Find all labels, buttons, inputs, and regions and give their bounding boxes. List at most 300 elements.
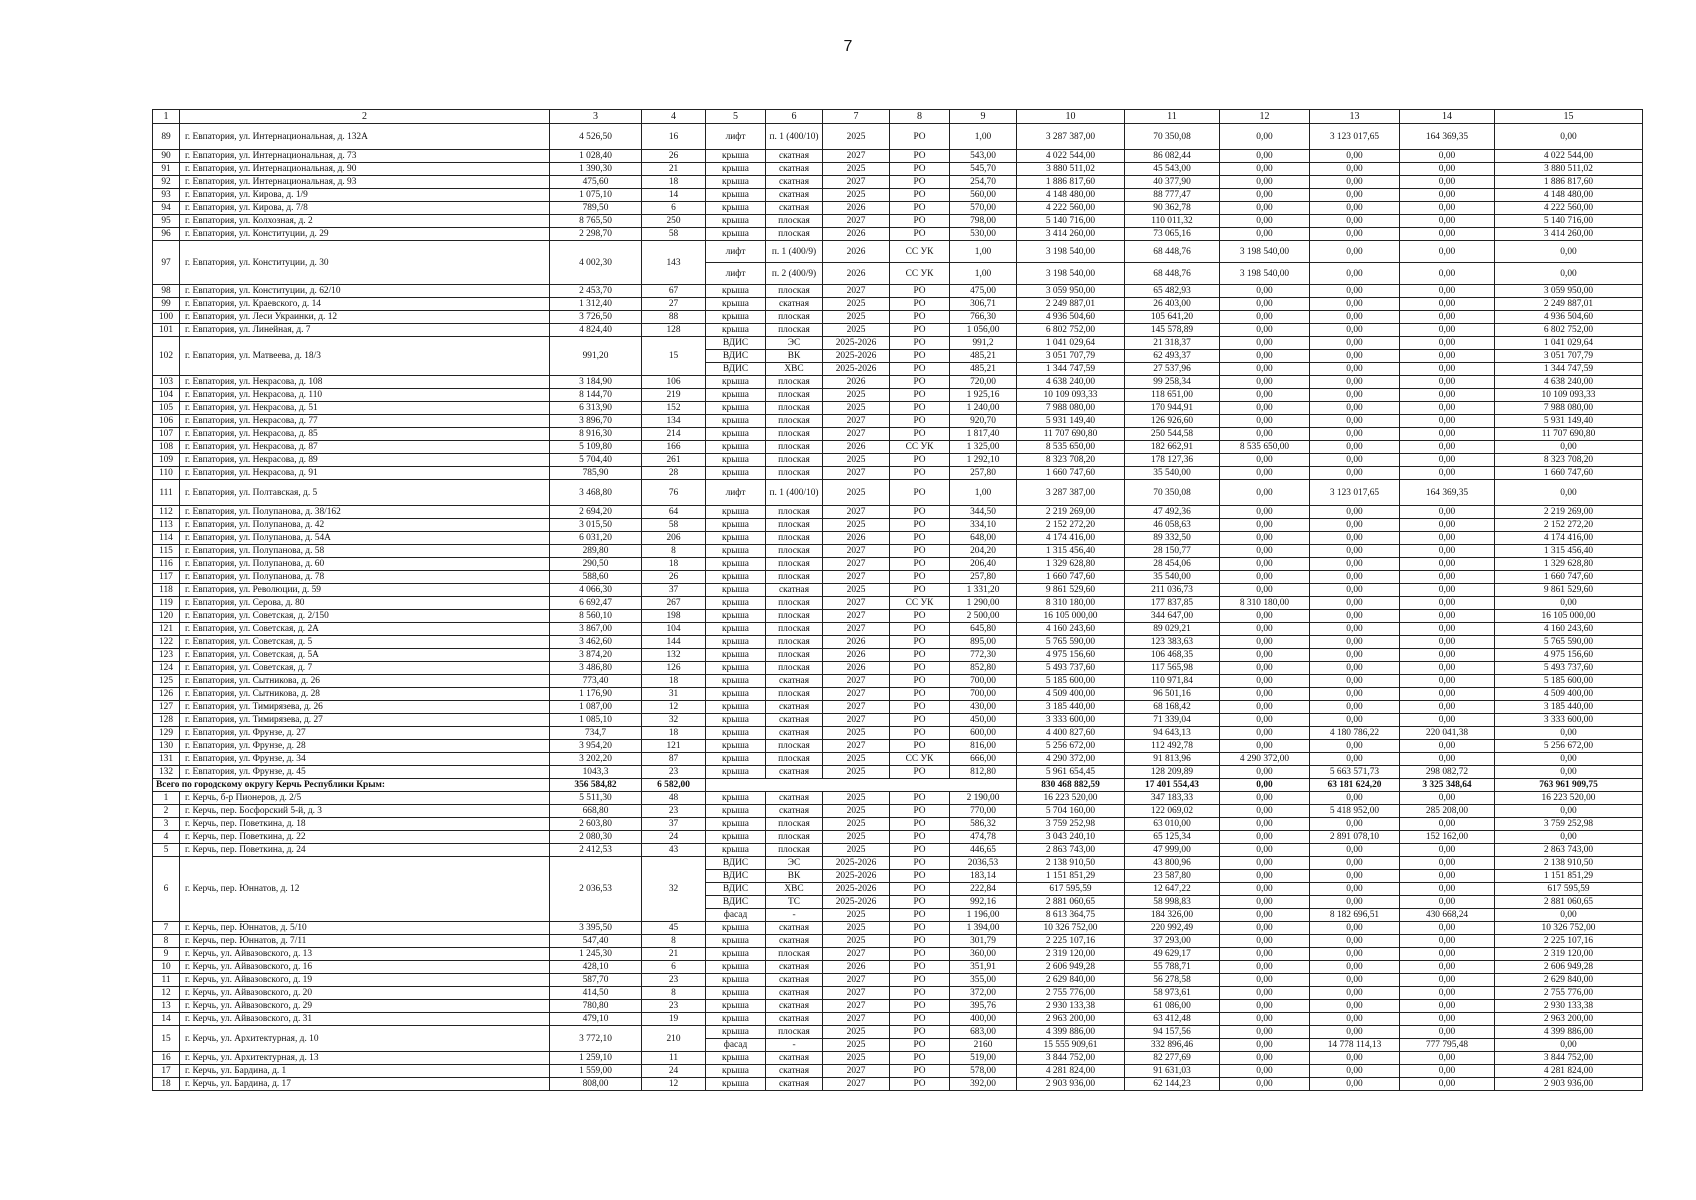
method-cell: РО	[890, 727, 950, 740]
fund-source-cell: 0,00	[1220, 519, 1310, 532]
area-cell: 289,80	[550, 545, 642, 558]
table-row	[153, 974, 1643, 987]
year-cell: 2025-2026	[823, 363, 890, 376]
work-type-cell: крыша	[706, 844, 766, 857]
total-cost-cell: 3 844 752,00	[1017, 1052, 1125, 1065]
address-cell: г. Керчь, ул. Айвазовского, д. 20	[180, 987, 550, 1000]
total-cost-cell: 3 043 240,10	[1017, 831, 1125, 844]
fund-source-cell: 0,00	[1220, 714, 1310, 727]
volume-cell: 766,30	[950, 311, 1017, 324]
local-budget-cell: 0,00	[1400, 857, 1495, 870]
row-number-cell: 105	[153, 402, 180, 415]
work-detail-cell: плоская	[766, 623, 823, 636]
residents-cell: 23	[642, 1000, 706, 1013]
fund-cell: 0,00	[1310, 506, 1400, 519]
total-cost-cell: 1 151 851,29	[1017, 870, 1125, 883]
work-type-cell: крыша	[706, 1026, 766, 1039]
column-header: 9	[950, 110, 1017, 124]
year-cell: 2026	[823, 202, 890, 215]
total-cost-cell: 5 256 672,00	[1017, 740, 1125, 753]
fund-source-cell: 0,00	[1220, 636, 1310, 649]
work-type-cell: крыша	[706, 215, 766, 228]
area-cell: 3 772,10	[550, 1026, 642, 1052]
regional-cell: 4 022 544,00	[1495, 150, 1643, 163]
row-number-cell: 109	[153, 454, 180, 467]
method-cell: РО	[890, 766, 950, 779]
year-cell: 2025	[823, 189, 890, 202]
address-cell: г. Евпатория, ул. Линейная, д. 7	[180, 324, 550, 337]
regional-cell: 3 414 260,00	[1495, 228, 1643, 241]
total-cost-cell: 617 595,59	[1017, 883, 1125, 896]
work-detail-cell: скатная	[766, 675, 823, 688]
row-number-cell: 93	[153, 189, 180, 202]
work-detail-cell: ХВС	[766, 883, 823, 896]
work-type-cell: крыша	[706, 727, 766, 740]
table-row	[153, 610, 1643, 623]
work-detail-cell: плоская	[766, 948, 823, 961]
method-cell: РО	[890, 909, 950, 922]
area-cell: 3 867,00	[550, 623, 642, 636]
fund-cell: 0,00	[1310, 389, 1400, 402]
volume-cell: 485,21	[950, 363, 1017, 376]
row-number-cell: 92	[153, 176, 180, 189]
year-cell: 2027	[823, 558, 890, 571]
row-number-cell: 121	[153, 623, 180, 636]
row-number-cell: 7	[153, 922, 180, 935]
residents-cell: 15	[642, 337, 706, 376]
total-cost-cell: 4 281 824,00	[1017, 1065, 1125, 1078]
method-cell: СС УК	[890, 753, 950, 766]
fund-source-cell: 0,00	[1220, 163, 1310, 176]
work-type-cell: крыша	[706, 1000, 766, 1013]
capital-repair-table	[152, 109, 1643, 1091]
table-row	[153, 202, 1643, 215]
year-cell: 2027	[823, 610, 890, 623]
local-budget-cell: 0,00	[1400, 714, 1495, 727]
work-detail-cell: плоская	[766, 506, 823, 519]
local-budget-cell: 0,00	[1400, 623, 1495, 636]
residents-cell: 12	[642, 701, 706, 714]
fund-cell: 0,00	[1310, 753, 1400, 766]
regional-cell: 3 880 511,02	[1495, 163, 1643, 176]
method-cell: РО	[890, 506, 950, 519]
regional-cell: 5 493 737,60	[1495, 662, 1643, 675]
fund-cell: 0,00	[1310, 922, 1400, 935]
address-cell: г. Керчь, ул. Бардина, д. 17	[180, 1078, 550, 1091]
residents-cell: 12	[642, 1078, 706, 1091]
address-cell: г. Евпатория, ул. Некрасова, д. 77	[180, 415, 550, 428]
column-header: 13	[1310, 110, 1400, 124]
work-type-cell: крыша	[706, 176, 766, 189]
volume-cell: 1 292,10	[950, 454, 1017, 467]
residents-cell: 19	[642, 1013, 706, 1026]
local-budget-cell: 0,00	[1400, 415, 1495, 428]
address-cell: г. Керчь, ул. Айвазовского, д. 31	[180, 1013, 550, 1026]
row-number-cell: 123	[153, 649, 180, 662]
area-cell: 1 176,90	[550, 688, 642, 701]
total-cost-cell: 4 399 886,00	[1017, 1026, 1125, 1039]
volume-cell: 1 290,00	[950, 597, 1017, 610]
regional-cell: 2 225 107,16	[1495, 935, 1643, 948]
fund-cell: 0,00	[1310, 597, 1400, 610]
work-detail-cell: скатная	[766, 1000, 823, 1013]
total-cost-cell: 4 400 827,60	[1017, 727, 1125, 740]
work-type-cell: крыша	[706, 1013, 766, 1026]
volume-cell: 570,00	[950, 202, 1017, 215]
unit-cost-cell: 90 362,78	[1125, 202, 1220, 215]
volume-cell: 395,76	[950, 1000, 1017, 1013]
total-cost-cell: 4 509 400,00	[1017, 688, 1125, 701]
volume-cell: 578,00	[950, 1065, 1017, 1078]
method-cell: РО	[890, 610, 950, 623]
volume-cell: 2 500,00	[950, 610, 1017, 623]
method-cell: СС УК	[890, 441, 950, 454]
fund-cell: 3 123 017,65	[1310, 124, 1400, 150]
table-row	[153, 766, 1643, 779]
row-number-cell: 1	[153, 792, 180, 805]
address-cell: г. Евпатория, ул. Кирова, д. 7/8	[180, 202, 550, 215]
fund-cell: 0,00	[1310, 337, 1400, 350]
row-number-cell: 112	[153, 506, 180, 519]
method-cell: РО	[890, 948, 950, 961]
work-type-cell: крыша	[706, 805, 766, 818]
column-header: 12	[1220, 110, 1310, 124]
volume-cell: 2 190,00	[950, 792, 1017, 805]
fund-source-cell: 0,00	[1220, 1039, 1310, 1052]
volume-cell: 430,00	[950, 701, 1017, 714]
fund-source-cell: 0,00	[1220, 1065, 1310, 1078]
row-number-cell: 114	[153, 532, 180, 545]
regional-cell: 1 041 029,64	[1495, 337, 1643, 350]
volume-cell: 543,00	[950, 150, 1017, 163]
total-blank-cell	[706, 779, 1017, 792]
table-row	[153, 337, 1643, 350]
table-row	[153, 1013, 1643, 1026]
year-cell: 2027	[823, 467, 890, 480]
row-number-cell: 107	[153, 428, 180, 441]
method-cell: РО	[890, 558, 950, 571]
area-cell: 2 412,53	[550, 844, 642, 857]
fund-cell: 0,00	[1310, 176, 1400, 189]
page-number: 7	[843, 38, 853, 55]
row-number-cell: 18	[153, 1078, 180, 1091]
work-detail-cell: скатная	[766, 727, 823, 740]
method-cell: РО	[890, 922, 950, 935]
address-cell: г. Евпатория, ул. Конституции, д. 30	[180, 241, 550, 285]
fund-cell: 0,00	[1310, 532, 1400, 545]
fund-source-cell: 0,00	[1220, 649, 1310, 662]
row-number-cell: 132	[153, 766, 180, 779]
local-budget-cell: 0,00	[1400, 883, 1495, 896]
fund-cell: 0,00	[1310, 241, 1400, 263]
fund-source-cell: 0,00	[1220, 922, 1310, 935]
table-row	[153, 454, 1643, 467]
fund-source-cell: 0,00	[1220, 896, 1310, 909]
local-budget-cell: 0,00	[1400, 649, 1495, 662]
method-cell: РО	[890, 337, 950, 350]
fund-source-cell: 0,00	[1220, 818, 1310, 831]
work-detail-cell: скатная	[766, 701, 823, 714]
table-row	[153, 150, 1643, 163]
residents-cell: 121	[642, 740, 706, 753]
fund-cell: 0,00	[1310, 363, 1400, 376]
address-cell: г. Евпатория, ул. Краевского, д. 14	[180, 298, 550, 311]
column-header: 5	[706, 110, 766, 124]
fund-cell: 0,00	[1310, 545, 1400, 558]
fund-source-cell: 0,00	[1220, 454, 1310, 467]
year-cell: 2025	[823, 844, 890, 857]
address-cell: г. Евпатория, ул. Фрунзе, д. 45	[180, 766, 550, 779]
total-cost-cell: 2 606 949,28	[1017, 961, 1125, 974]
area-cell: 2 298,70	[550, 228, 642, 241]
work-type-cell: крыша	[706, 740, 766, 753]
total-cost-cell: 8 323 708,20	[1017, 454, 1125, 467]
regional-cell: 0,00	[1495, 241, 1643, 263]
total-cost-cell: 1 041 029,64	[1017, 337, 1125, 350]
fund-source-cell: 0,00	[1220, 1000, 1310, 1013]
total-cost-cell: 1 329 628,80	[1017, 558, 1125, 571]
work-type-cell: крыша	[706, 519, 766, 532]
residents-cell: 43	[642, 844, 706, 857]
residents-cell: 37	[642, 818, 706, 831]
volume-cell: 770,00	[950, 805, 1017, 818]
regional-cell: 0,00	[1495, 480, 1643, 506]
residents-cell: 23	[642, 805, 706, 818]
regional-cell: 4 936 504,60	[1495, 311, 1643, 324]
work-detail-cell: п. 1 (400/10)	[766, 124, 823, 150]
address-cell: г. Евпатория, ул. Полтавская, д. 5	[180, 480, 550, 506]
method-cell: РО	[890, 189, 950, 202]
volume-cell: 1,00	[950, 480, 1017, 506]
year-cell: 2025-2026	[823, 883, 890, 896]
work-detail-cell: скатная	[766, 792, 823, 805]
volume-cell: 1 240,00	[950, 402, 1017, 415]
unit-cost-cell: 68 448,76	[1125, 263, 1220, 285]
regional-cell: 4 222 560,00	[1495, 202, 1643, 215]
year-cell: 2027	[823, 597, 890, 610]
column-header: 7	[823, 110, 890, 124]
column-header: 1	[153, 110, 180, 124]
volume-cell: 183,14	[950, 870, 1017, 883]
table-row	[153, 636, 1643, 649]
regional-cell: 2 903 936,00	[1495, 1078, 1643, 1091]
row-number-cell: 104	[153, 389, 180, 402]
fund-source-cell: 0,00	[1220, 571, 1310, 584]
residents-cell: 128	[642, 324, 706, 337]
regional-cell: 3 759 252,98	[1495, 818, 1643, 831]
work-type-cell: фасад	[706, 909, 766, 922]
address-cell: г. Евпатория, ул. Конституции, д. 62/10	[180, 285, 550, 298]
volume-cell: 204,20	[950, 545, 1017, 558]
address-cell: г. Евпатория, ул. Революции, д. 59	[180, 584, 550, 597]
work-type-cell: крыша	[706, 428, 766, 441]
total-cost-cell: 4 638 240,00	[1017, 376, 1125, 389]
fund-source-cell: 0,00	[1220, 675, 1310, 688]
fund-source-cell: 0,00	[1220, 467, 1310, 480]
address-cell: г. Евпатория, ул. Некрасова, д. 51	[180, 402, 550, 415]
volume-cell: 254,70	[950, 176, 1017, 189]
work-type-cell: крыша	[706, 150, 766, 163]
row-number-cell: 10	[153, 961, 180, 974]
work-type-cell: крыша	[706, 402, 766, 415]
year-cell: 2025	[823, 298, 890, 311]
address-cell: г. Евпатория, ул. Некрасова, д. 89	[180, 454, 550, 467]
table-row	[153, 688, 1643, 701]
work-type-cell: крыша	[706, 311, 766, 324]
fund-cell: 0,00	[1310, 519, 1400, 532]
residents-cell: 6	[642, 202, 706, 215]
address-cell: г. Евпатория, ул. Интернациональная, д. 90	[180, 163, 550, 176]
area-cell: 290,50	[550, 558, 642, 571]
total-cost-cell: 15 555 909,61	[1017, 1039, 1125, 1052]
row-number-cell: 96	[153, 228, 180, 241]
fund-cell: 3 123 017,65	[1310, 480, 1400, 506]
address-cell: г. Евпатория, ул. Тимирязева, д. 27	[180, 714, 550, 727]
area-cell: 5 109,80	[550, 441, 642, 454]
table-row	[153, 215, 1643, 228]
work-type-cell: крыша	[706, 415, 766, 428]
work-type-cell: крыша	[706, 701, 766, 714]
fund-source-cell: 0,00	[1220, 935, 1310, 948]
fund-source-cell: 0,00	[1220, 610, 1310, 623]
work-type-cell: крыша	[706, 163, 766, 176]
unit-cost-cell: 46 058,63	[1125, 519, 1220, 532]
table-row	[153, 558, 1643, 571]
fund-source-cell: 0,00	[1220, 909, 1310, 922]
residents-cell: 214	[642, 428, 706, 441]
total-cost-cell: 3 414 260,00	[1017, 228, 1125, 241]
volume-cell: 2036,53	[950, 857, 1017, 870]
method-cell: РО	[890, 701, 950, 714]
local-budget-cell: 0,00	[1400, 363, 1495, 376]
year-cell: 2025-2026	[823, 350, 890, 363]
column-header: 4	[642, 110, 706, 124]
unit-cost-cell: 49 629,17	[1125, 948, 1220, 961]
fund-cell: 0,00	[1310, 402, 1400, 415]
table-row	[153, 163, 1643, 176]
address-cell: г. Керчь, ул. Айвазовского, д. 19	[180, 974, 550, 987]
total-cost-cell: 2 881 060,65	[1017, 896, 1125, 909]
work-detail-cell: -	[766, 909, 823, 922]
table-row	[153, 727, 1643, 740]
year-cell: 2025-2026	[823, 337, 890, 350]
fund-source-cell: 0,00	[1220, 662, 1310, 675]
unit-cost-cell: 94 157,56	[1125, 1026, 1220, 1039]
volume-cell: 372,00	[950, 987, 1017, 1000]
table-row	[153, 701, 1643, 714]
unit-cost-cell: 68 448,76	[1125, 241, 1220, 263]
residents-cell: 8	[642, 545, 706, 558]
address-cell: г. Евпатория, ул. Колхозная, д. 2	[180, 215, 550, 228]
address-cell: г. Евпатория, ул. Кирова, д. 1/9	[180, 189, 550, 202]
row-number-cell: 11	[153, 974, 180, 987]
work-detail-cell: плоская	[766, 597, 823, 610]
local-budget-cell: 0,00	[1400, 1026, 1495, 1039]
local-budget-cell: 0,00	[1400, 285, 1495, 298]
fund-source-cell: 0,00	[1220, 176, 1310, 189]
volume-cell: 1 817,40	[950, 428, 1017, 441]
volume-cell: 475,00	[950, 285, 1017, 298]
regional-cell: 4 281 824,00	[1495, 1065, 1643, 1078]
area-cell: 588,60	[550, 571, 642, 584]
year-cell: 2025	[823, 389, 890, 402]
table-row	[153, 228, 1643, 241]
unit-cost-cell: 344 647,00	[1125, 610, 1220, 623]
work-detail-cell: скатная	[766, 202, 823, 215]
fund-cell: 0,00	[1310, 870, 1400, 883]
work-type-cell: ВДИС	[706, 883, 766, 896]
year-cell: 2025	[823, 1039, 890, 1052]
regional-cell: 8 323 708,20	[1495, 454, 1643, 467]
regional-cell: 4 160 243,60	[1495, 623, 1643, 636]
year-cell: 2027	[823, 506, 890, 519]
area-cell: 1043,3	[550, 766, 642, 779]
volume-cell: 1 331,20	[950, 584, 1017, 597]
volume-cell: 450,00	[950, 714, 1017, 727]
local-budget-cell: 0,00	[1400, 350, 1495, 363]
work-type-cell: крыша	[706, 792, 766, 805]
local-budget-cell: 0,00	[1400, 1065, 1495, 1078]
regional-cell: 5 765 590,00	[1495, 636, 1643, 649]
residents-cell: 210	[642, 1026, 706, 1052]
fund-cell: 0,00	[1310, 935, 1400, 948]
work-type-cell: крыша	[706, 818, 766, 831]
local-budget-cell: 298 082,72	[1400, 766, 1495, 779]
row-number-cell: 13	[153, 1000, 180, 1013]
unit-cost-cell: 40 377,90	[1125, 176, 1220, 189]
fund-source-cell: 0,00	[1220, 1052, 1310, 1065]
method-cell: РО	[890, 896, 950, 909]
row-number-cell: 117	[153, 571, 180, 584]
year-cell: 2025	[823, 753, 890, 766]
area-cell: 3 395,50	[550, 922, 642, 935]
method-cell: РО	[890, 454, 950, 467]
method-cell: РО	[890, 228, 950, 241]
work-type-cell: ВДИС	[706, 870, 766, 883]
table-row	[153, 1000, 1643, 1013]
year-cell: 2025	[823, 1052, 890, 1065]
method-cell: РО	[890, 844, 950, 857]
row-number-cell: 6	[153, 857, 180, 922]
volume-cell: 560,00	[950, 189, 1017, 202]
year-cell: 2025-2026	[823, 870, 890, 883]
local-budget-cell: 285 208,00	[1400, 805, 1495, 818]
unit-cost-cell: 47 492,36	[1125, 506, 1220, 519]
method-cell: РО	[890, 792, 950, 805]
volume-cell: 474,78	[950, 831, 1017, 844]
unit-cost-cell: 211 036,73	[1125, 584, 1220, 597]
method-cell: РО	[890, 1026, 950, 1039]
work-type-cell: ВДИС	[706, 896, 766, 909]
work-type-cell: крыша	[706, 831, 766, 844]
volume-cell: 1,00	[950, 263, 1017, 285]
volume-cell: 648,00	[950, 532, 1017, 545]
volume-cell: 222,84	[950, 883, 1017, 896]
work-detail-cell: плоская	[766, 532, 823, 545]
volume-cell: 1,00	[950, 241, 1017, 263]
work-type-cell: крыша	[706, 298, 766, 311]
fund-source-cell: 0,00	[1220, 363, 1310, 376]
area-cell: 3 874,20	[550, 649, 642, 662]
fund-cell: 0,00	[1310, 441, 1400, 454]
work-detail-cell: скатная	[766, 805, 823, 818]
unit-cost-cell: 123 383,63	[1125, 636, 1220, 649]
volume-cell: 306,71	[950, 298, 1017, 311]
unit-cost-cell: 332 896,46	[1125, 1039, 1220, 1052]
residents-cell: 6	[642, 961, 706, 974]
unit-cost-cell: 28 454,06	[1125, 558, 1220, 571]
area-cell: 3 202,20	[550, 753, 642, 766]
